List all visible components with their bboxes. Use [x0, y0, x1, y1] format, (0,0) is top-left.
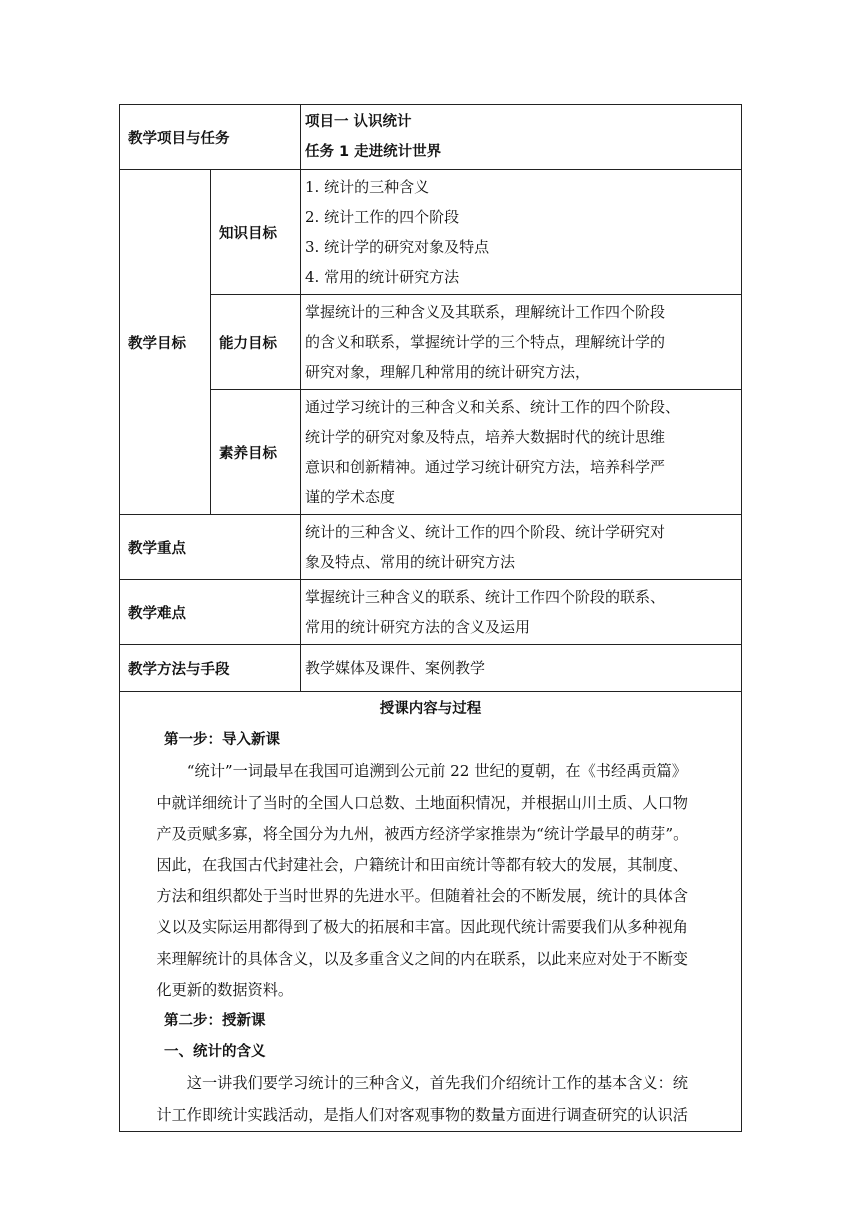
key-points-label: 教学重点	[120, 515, 301, 580]
literacy-line: 谨的学术态度	[305, 488, 396, 506]
section-heading: 一、统计的含义	[164, 1044, 266, 1061]
objectives-label: 教学目标	[120, 170, 211, 515]
content-heading: 授课内容与过程	[379, 701, 482, 717]
intro-line: 因此，在我国古代封建社会，户籍统计和田亩统计等都有较大的发展，其制度、	[156, 856, 688, 875]
intro-paragraph	[126, 756, 735, 1006]
key-points-text	[301, 515, 742, 580]
literacy-text	[301, 390, 742, 515]
knowledge-row	[120, 170, 742, 295]
knowledge-label: 知识目标	[211, 170, 301, 295]
difficulties-text	[301, 580, 742, 645]
methods-value: 教学媒体及课件、案例教学	[301, 645, 742, 692]
knowledge-item: 1. 统计的三种含义	[305, 178, 430, 196]
knowledge-item: 2. 统计工作的四个阶段	[305, 208, 460, 226]
ability-line: 研究对象，理解几种常用的统计研究方法，	[305, 363, 591, 381]
key-points-line: 象及特点、常用的统计研究方法	[305, 553, 516, 571]
intro-line: 中就详细统计了当时的全国人口总数、土地面积情况，并根据山川土质、人口物	[156, 793, 688, 812]
intro-line: 产及贡赋多寡，将全国分为九州，被西方经济学家推崇为“统计学最早的萌芽”。	[156, 824, 689, 843]
difficulties-row	[120, 580, 742, 645]
intro-line: 方法和组织都处于当时世界的先进水平。但随着社会的不断发展，统计的具体含	[156, 887, 688, 906]
meaning-line: 这一讲我们要学习统计的三种含义，首先我们介绍统计工作的基本含义：统	[186, 1074, 688, 1093]
lesson-plan	[119, 104, 741, 1132]
step-two-heading: 第二步：授新课	[164, 1013, 266, 1030]
literacy-line: 意识和创新精神。通过学习统计研究方法，培养科学严	[305, 458, 666, 476]
methods-label: 教学方法与手段	[120, 645, 301, 692]
lesson-plan-table	[119, 104, 742, 1132]
ability-label: 能力目标	[211, 295, 301, 390]
literacy-line: 通过学习统计的三种含义和关系、统计工作的四个阶段、	[305, 398, 681, 416]
methods-row	[120, 645, 742, 692]
knowledge-item: 3. 统计学的研究对象及特点	[305, 238, 490, 256]
intro-line: 来理解统计的具体含义，以及多重含义之间的内在联系，以此来应对处于不断变	[156, 949, 688, 968]
ability-line: 掌握统计的三种含义及其联系，理解统计工作四个阶段	[305, 303, 666, 321]
content-row	[120, 692, 742, 1132]
knowledge-list	[301, 170, 742, 295]
difficulties-label: 教学难点	[120, 580, 301, 645]
difficulties-line: 掌握统计三种含义的联系、统计工作四个阶段的联系、	[305, 588, 666, 606]
ability-text	[301, 295, 742, 390]
literacy-label: 素养目标	[211, 390, 301, 515]
lesson-content	[120, 692, 742, 1132]
ability-line: 的含义和联系，掌握统计学的三个特点，理解统计学的	[305, 333, 666, 351]
key-points-line: 统计的三种含义、统计工作的四个阶段、统计学研究对	[305, 523, 666, 541]
project-name: 项目一 认识统计	[305, 114, 412, 130]
project-value	[301, 105, 742, 170]
literacy-line: 统计学的研究对象及特点，培养大数据时代的统计思维	[305, 428, 666, 446]
step-one-heading: 第一步：导入新课	[164, 732, 280, 749]
project-label: 教学项目与任务	[120, 105, 301, 170]
intro-line: 化更新的数据资料。	[156, 980, 294, 999]
intro-line: “统计”一词最早在我国可追溯到公元前 22 世纪的夏朝，在《书经禹贡篇》	[186, 762, 687, 781]
intro-line: 义以及实际运用都得到了极大的拓展和丰富。因此现代统计需要我们从多种视角	[156, 918, 688, 937]
ability-row	[120, 295, 742, 390]
meaning-line: 计工作即统计实践活动，是指人们对客观事物的数量方面进行调查研究的认识活	[156, 1105, 688, 1124]
difficulties-line: 常用的统计研究方法的含义及运用	[305, 618, 531, 636]
key-points-row	[120, 515, 742, 580]
task-name: 任务 1 走进统计世界	[305, 144, 442, 160]
meaning-paragraph	[126, 1068, 735, 1130]
project-row	[120, 105, 742, 170]
literacy-row	[120, 390, 742, 515]
knowledge-item: 4. 常用的统计研究方法	[305, 268, 460, 286]
